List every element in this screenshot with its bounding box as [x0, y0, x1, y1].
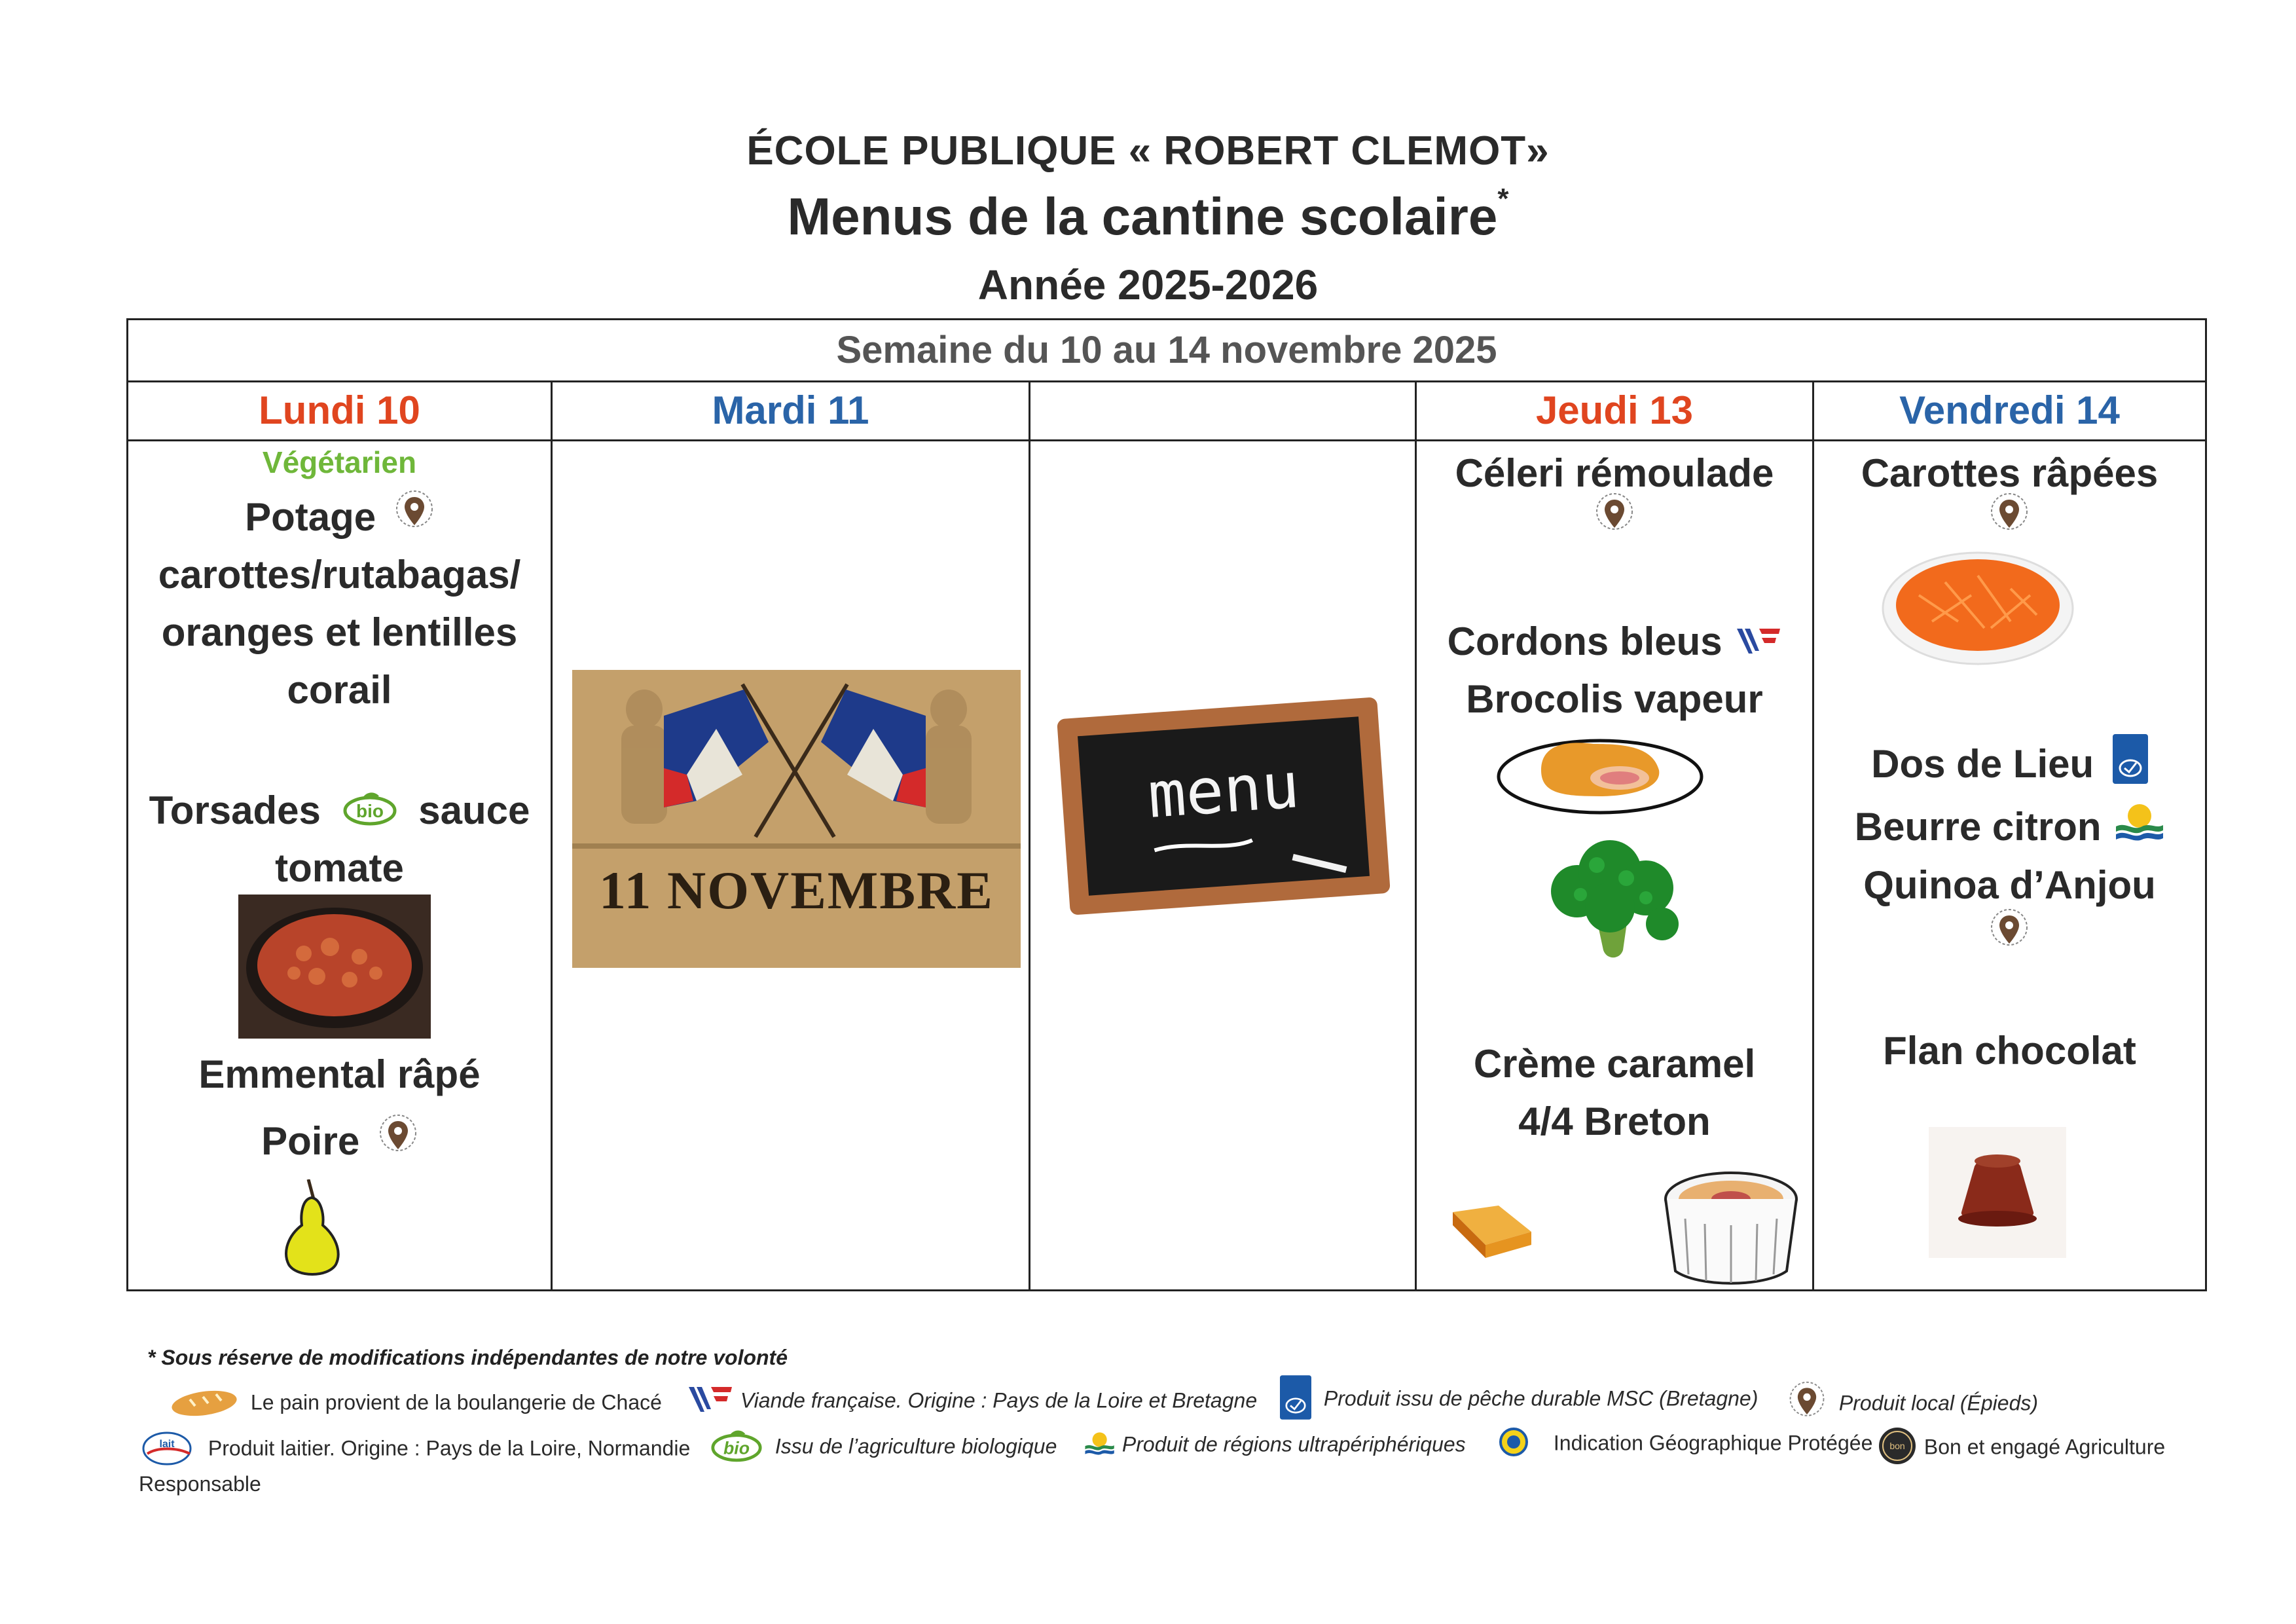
day-column-mercredi: [1029, 380, 1415, 1289]
dish-line: [128, 782, 551, 842]
footnote: * Sous réserve de modifications indépendantes de notre volonté: [147, 1346, 788, 1369]
local-pin-icon: [395, 489, 434, 551]
local-pin-icon: [1990, 492, 2029, 541]
french-meat-icon: [1736, 616, 1781, 673]
dish-line: [128, 489, 551, 551]
creme-caramel-image: [1659, 1166, 1803, 1291]
local-pin-icon: [378, 1113, 418, 1175]
vegetarian-tag: Végétarien: [262, 445, 417, 479]
title-asterisk: *: [1497, 183, 1509, 215]
day-column-mardi: [551, 380, 1029, 1289]
dish-text: Torsades: [149, 788, 321, 832]
dish-line: [1417, 613, 1812, 673]
dish-line: [128, 1113, 551, 1175]
dish-text: Potage: [245, 495, 376, 539]
dish-line: carottes/rutabagas/: [158, 553, 521, 597]
bio-icon: [710, 1428, 763, 1468]
carrots-image: [1880, 549, 2076, 684]
dish-line: oranges et lentilles: [161, 610, 518, 654]
bread-icon: [170, 1385, 238, 1423]
legend-item: [170, 1385, 662, 1423]
legend-text: Produit issu de pêche durable MSC (Bretagne): [1323, 1386, 1758, 1411]
overseas-icon: [2113, 800, 2164, 859]
legend-text: Produit local (Épieds): [1838, 1391, 2039, 1415]
dish-line: [1814, 734, 2205, 800]
school-year: Année 2025-2026: [977, 261, 1319, 308]
dish-line: tomate: [275, 846, 404, 890]
dish-line: Emmental râpé: [198, 1052, 481, 1096]
broccoli-image: [1531, 832, 1688, 967]
dish-line: Crème caramel: [1473, 1042, 1756, 1086]
menu-table: [126, 318, 2207, 1291]
bio-icon: [342, 784, 397, 842]
dairy-icon: [141, 1428, 196, 1472]
legend-text: Produit de régions ultrapériphériques: [1121, 1432, 1466, 1456]
igp-icon: [1499, 1428, 1528, 1462]
legend-text: Responsable: [139, 1472, 261, 1496]
armistice-image: [572, 670, 1021, 968]
legend-item: [1499, 1428, 1872, 1462]
armistice-caption: 11 NOVEMBRE: [599, 860, 994, 920]
overseas-icon: [1084, 1430, 1115, 1462]
day-header: Jeudi 13: [1417, 380, 1812, 441]
bio-label: bio: [355, 801, 384, 822]
school-name: ÉCOLE PUBLIQUE « ROBERT CLEMOT»: [746, 128, 1550, 174]
legend-item: [139, 1472, 261, 1496]
local-pin-icon: [1787, 1380, 1827, 1429]
legend-text: Viande française. Origine : Pays de la Loire et Bretagne: [740, 1388, 1258, 1412]
msc-fish-icon: [1280, 1375, 1311, 1425]
dish-line: Carottes râpées: [1861, 451, 2159, 495]
chalkboard-text: menu: [1145, 748, 1302, 832]
dish-line: Céleri rémoulade: [1455, 451, 1774, 495]
day-column-jeudi: [1415, 380, 1812, 1289]
legend-text: Le pain provient de la boulangerie de Chacé: [250, 1390, 662, 1414]
day-header: Mardi 11: [553, 380, 1029, 441]
day-header: Vendredi 14: [1814, 380, 2205, 441]
svg-text:bon: bon: [1889, 1441, 1905, 1451]
page-title: [0, 183, 2296, 247]
dish-text: Cordons bleus: [1447, 619, 1722, 663]
legend-item: [710, 1428, 1057, 1468]
svg-text:lait: lait: [159, 1439, 175, 1450]
dish-line: Flan chocolat: [1883, 1029, 2136, 1073]
bio-label: bio: [723, 1438, 750, 1458]
dish-line: corail: [287, 668, 392, 712]
cordon-bleu-image: [1495, 731, 1705, 819]
day-column-vendredi: [1812, 380, 2205, 1289]
title-text: Menus de la cantine scolaire: [787, 187, 1498, 246]
dish-line: Quinoa d’Anjou: [1863, 863, 2156, 907]
day-header: [1030, 380, 1415, 441]
local-pin-icon: [1595, 492, 1634, 541]
dish-line: [1814, 798, 2205, 859]
dish-line: Brocolis vapeur: [1466, 677, 1763, 721]
week-header: Semaine du 10 au 14 novembre 2025: [128, 320, 2205, 382]
day-column-lundi: [128, 380, 551, 1289]
legend-item: [1787, 1380, 2038, 1429]
local-pin-icon: [1990, 908, 2029, 957]
dish-text: Dos de Lieu: [1871, 741, 2094, 786]
dish-text: Beurre citron: [1854, 805, 2102, 849]
flan-chocolat-image: [1929, 1127, 2066, 1261]
pear-image: [276, 1179, 348, 1281]
legend-item: [1878, 1426, 2165, 1471]
legend-text: Bon et engagé Agriculture: [1923, 1435, 2166, 1459]
legend-item: [1280, 1375, 1758, 1425]
legend-item: [687, 1383, 1257, 1421]
dish-text: Poire: [261, 1119, 360, 1163]
bon-engage-icon: [1878, 1426, 1917, 1471]
legend-item: [141, 1428, 690, 1472]
pasta-image: [238, 895, 431, 1042]
quatre-quarts-image: [1446, 1192, 1538, 1268]
french-meat-icon: [687, 1383, 733, 1421]
legend-text: Issu de l’agriculture biologique: [774, 1434, 1057, 1458]
day-header: Lundi 10: [128, 380, 551, 441]
dish-text: sauce: [418, 788, 530, 832]
legend-text: Produit laitier. Origine : Pays de la Loire, Normandie: [208, 1436, 691, 1460]
chalkboard-image: [1053, 682, 1394, 931]
msc-fish-icon: [2113, 734, 2148, 800]
dish-line: 4/4 Breton: [1518, 1099, 1711, 1143]
legend-text: Indication Géographique Protégée: [1553, 1431, 1873, 1455]
legend-item: [1084, 1430, 1466, 1462]
